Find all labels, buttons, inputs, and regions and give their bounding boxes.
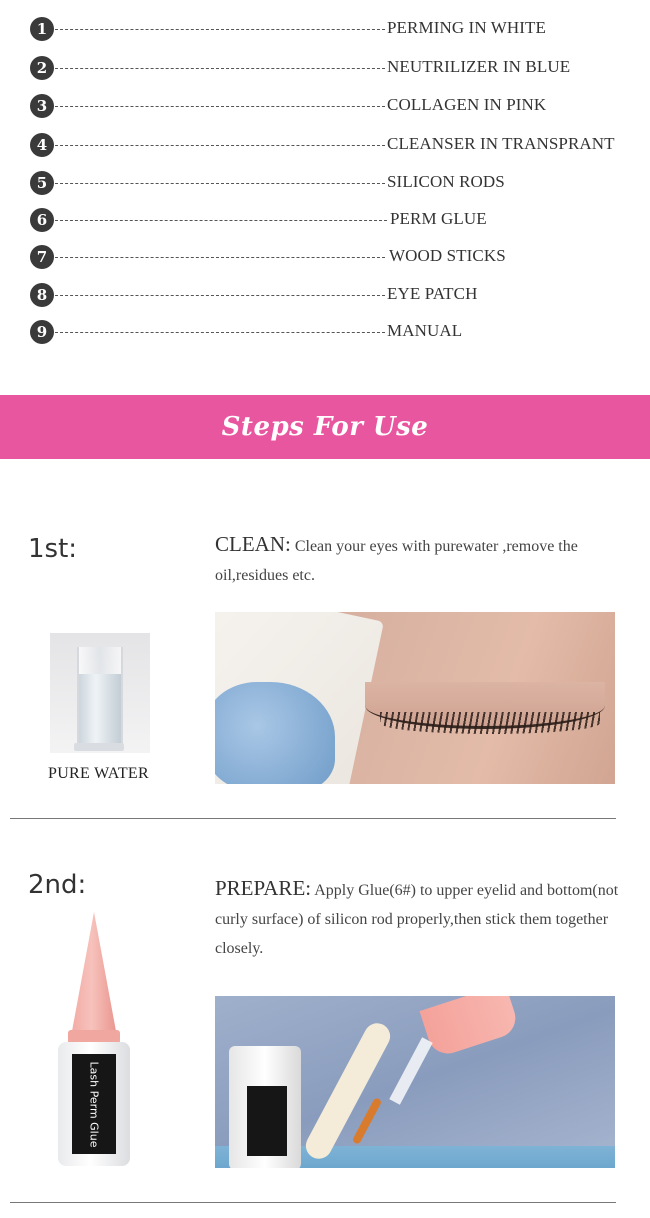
list-item bbox=[30, 207, 630, 233]
glue-bottle-image bbox=[58, 912, 132, 1168]
leader-line bbox=[55, 332, 385, 333]
item-number-badge: 1 bbox=[30, 17, 54, 41]
water-glass-image bbox=[50, 633, 150, 753]
glass-shape bbox=[77, 647, 123, 747]
list-item bbox=[30, 319, 630, 345]
item-number-badge: 3 bbox=[30, 94, 54, 118]
item-label: MANUAL bbox=[387, 321, 463, 340]
section-divider bbox=[10, 818, 616, 819]
leader-line bbox=[55, 257, 385, 258]
item-number-badge: 9 bbox=[30, 320, 54, 344]
step-description bbox=[215, 530, 625, 590]
bottle-cap bbox=[70, 912, 118, 1042]
leader-line bbox=[55, 183, 385, 184]
steps-banner bbox=[0, 395, 650, 459]
product-caption: PURE WATER bbox=[48, 765, 149, 782]
list-item bbox=[30, 170, 630, 196]
item-number-badge: 6 bbox=[30, 208, 54, 232]
step-body: Apply Glue(6#) to upper eyelid and bottom(not curly surface) of silicon rod properly,then stick them together closely. bbox=[215, 882, 619, 957]
leader-line bbox=[55, 106, 385, 107]
eye-cleaning-photo bbox=[215, 612, 615, 784]
item-label: PERMING IN WHITE bbox=[387, 18, 546, 37]
item-number-badge: 7 bbox=[30, 245, 54, 269]
step-description bbox=[215, 874, 625, 963]
list-item bbox=[30, 55, 630, 81]
step-heading: CLEAN: bbox=[215, 532, 291, 556]
bottle-label-text: Lash Perm Glue bbox=[87, 1061, 101, 1147]
list-item bbox=[30, 282, 630, 308]
item-number-badge: 8 bbox=[30, 283, 54, 307]
glue-strip bbox=[352, 1097, 383, 1145]
item-label: CLEANSER IN TRANSPRANT bbox=[387, 134, 615, 153]
item-number-badge: 4 bbox=[30, 133, 54, 157]
list-item bbox=[30, 16, 630, 42]
step-number: 2nd: bbox=[28, 870, 87, 900]
section-divider bbox=[10, 1202, 616, 1203]
item-label: SILICON RODS bbox=[387, 172, 505, 191]
leader-line bbox=[55, 295, 385, 296]
silicon-rod bbox=[301, 1019, 394, 1164]
step-body: Clean your eyes with purewater ,remove the oil,residues etc. bbox=[215, 538, 578, 584]
step-number: 1st: bbox=[28, 534, 78, 564]
leader-line bbox=[55, 29, 385, 30]
banner-title: Steps For Use bbox=[221, 412, 429, 442]
item-label: WOOD STICKS bbox=[389, 246, 506, 265]
item-number-badge: 2 bbox=[30, 56, 54, 80]
leader-line bbox=[55, 220, 387, 221]
list-item bbox=[30, 132, 630, 158]
leader-line bbox=[55, 145, 385, 146]
bottle-body bbox=[58, 1042, 130, 1166]
eyelashes bbox=[380, 712, 600, 734]
item-label: NEUTRILIZER IN BLUE bbox=[387, 57, 571, 76]
item-number-badge: 5 bbox=[30, 171, 54, 195]
glue-application-photo bbox=[215, 996, 615, 1168]
bottle-label bbox=[247, 1086, 287, 1156]
leader-line bbox=[55, 68, 385, 69]
item-label: PERM GLUE bbox=[390, 209, 487, 228]
item-label: COLLAGEN IN PINK bbox=[387, 95, 547, 114]
open-bottle bbox=[229, 1046, 301, 1168]
list-item bbox=[30, 93, 630, 119]
list-item bbox=[30, 244, 630, 270]
water-fill bbox=[79, 674, 121, 745]
step-heading: PREPARE: bbox=[215, 876, 312, 900]
item-label: EYE PATCH bbox=[387, 284, 478, 303]
bottle-label bbox=[72, 1054, 116, 1154]
applicator-cap bbox=[419, 996, 520, 1059]
applicator-tip bbox=[389, 1037, 432, 1104]
glass-base bbox=[74, 743, 124, 751]
